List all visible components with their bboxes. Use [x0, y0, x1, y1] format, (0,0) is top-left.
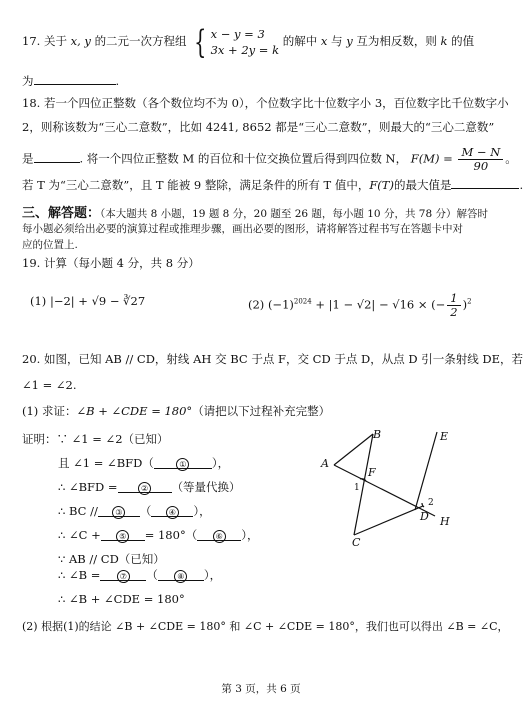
ray-ah: [334, 465, 435, 516]
segment-ab: [334, 434, 373, 465]
blank-marker-3: ③: [112, 506, 125, 519]
q18-line3: [22, 146, 517, 173]
q19-title: 19. 计算（每小题 4 分，共 8 分）: [22, 256, 200, 270]
proof-text: ），: [211, 456, 230, 470]
proof-blank[interactable]: [158, 568, 204, 581]
proof-line5: ∵ AB // CD（已知）: [58, 552, 165, 566]
section-heading: 三、解答题：: [22, 206, 101, 221]
q19-part2-text: (2) (−1): [248, 297, 294, 312]
q19-part2: [248, 292, 472, 319]
proof-text: = 180°（: [144, 528, 198, 542]
q18-text: 是: [22, 151, 34, 166]
proof-text: ），: [203, 568, 222, 582]
proof-blank[interactable]: [151, 504, 193, 517]
exponent: 2: [467, 297, 472, 306]
proof-blank[interactable]: [118, 480, 172, 493]
label-d: D: [420, 510, 429, 523]
proof-line1: [58, 456, 229, 470]
q19-part2-text: + |1 − √2| − √16 × (−: [311, 297, 446, 312]
q20-text: （请把以下过程补充完整）: [192, 404, 331, 418]
blank-marker-7: ⑦: [117, 570, 130, 583]
formula-fm: F(M) =: [410, 151, 453, 166]
proof-line2: [58, 480, 241, 494]
q17-vars: x, y: [70, 34, 91, 48]
proof-text: （等量代换）: [171, 480, 241, 494]
fraction-denominator: 2: [450, 305, 458, 319]
proof-text: ∴ BC //: [58, 504, 98, 518]
q17-text: 与: [331, 34, 343, 48]
blank-marker-4: ④: [166, 506, 179, 519]
q17-var-k: k: [440, 34, 448, 48]
label-a: A: [321, 457, 329, 470]
page-footer: 第 3 页，共 6 页: [221, 683, 301, 695]
label-f: F: [368, 466, 376, 479]
label-angle-2: 2: [428, 498, 434, 508]
q17-var-y: y: [346, 34, 353, 48]
blank-marker-5: ⑤: [116, 530, 129, 543]
fraction-numerator: M − N: [458, 146, 503, 160]
exponent: 2024: [293, 297, 312, 306]
equation-1: x − y = 3: [210, 27, 265, 41]
proof-text: （: [146, 568, 158, 582]
label-b: B: [373, 428, 382, 441]
q20-sub2: (2) 根据(1)的结论 ∠B + ∠CDE = 180° 和 ∠C + ∠CDE = 180°，我们也可以得出 ∠B = ∠C，: [22, 620, 509, 633]
label-h: H: [440, 515, 450, 528]
section-instructions: （本大题共 8 小题，19 题 8 分，20 题至 26 题，每小题 10 分，共 78 分）解答时: [100, 208, 488, 220]
system-brace: {: [194, 23, 207, 61]
proof-text: ∴ ∠BFD =: [58, 480, 118, 494]
q18-line2: 2，则称该数为“三心二意数”，比如 4241, 8652 都是“三心二意数”，则最大的“三心二意数”: [22, 120, 495, 134]
q17-text: 的二元一次方程组: [94, 34, 187, 48]
q20-line1: 20. 如图，已知 AB // CD，射线 AH 交 BC 于点 F，交 CD 于点 D，从点 D 引一条射线 DE，若: [22, 352, 523, 366]
proof-line3: [58, 504, 211, 518]
q18-text: 。: [505, 151, 517, 166]
fraction-numerator: 1: [447, 292, 460, 306]
blank-marker-8: ⑧: [174, 570, 187, 583]
q17-text: 互为相反数，则: [356, 34, 437, 48]
q17-text: 为: [22, 74, 34, 88]
label-c: C: [352, 536, 361, 549]
q17-var-x: x: [320, 34, 328, 48]
section-3-line1: [22, 206, 488, 221]
fraction: [458, 146, 503, 173]
proof-text: ∴ ∠B =: [58, 568, 101, 582]
equation-2: 3x + 2y = k: [210, 43, 280, 57]
q19-part2-text: ): [462, 297, 468, 312]
answer-blank[interactable]: [34, 150, 80, 163]
fraction-denominator: 90: [473, 159, 489, 173]
q17-line2: [22, 72, 119, 88]
q20-text: (1) 求证：: [22, 404, 77, 418]
q18-line4: [22, 176, 523, 192]
q20-line2: ∠1 = ∠2.: [22, 378, 77, 392]
proof-line6: [58, 568, 221, 582]
geometry-figure: [320, 430, 470, 550]
proof-blank[interactable]: [101, 528, 145, 541]
label-angle-1: 1: [354, 483, 360, 493]
segment-cd: [354, 506, 423, 535]
label-e: E: [440, 430, 449, 443]
q20-sub1: [22, 404, 330, 418]
q17-line1: [22, 23, 475, 61]
proof-line7: ∴ ∠B + ∠CDE = 180°: [58, 592, 185, 606]
q19-part1: (1) |−2| + √9 − ∛27: [30, 294, 146, 308]
proof-text: 且 ∠1 = ∠BFD（: [58, 456, 154, 470]
q18-text: . 将一个四位正整数 M 的百位和十位交换位置后得到四位数 N，: [79, 151, 408, 166]
proof-blank[interactable]: [98, 504, 140, 517]
proof-text: ），: [193, 504, 211, 518]
q18-line1: 18. 若一个四位正整数（各个数位均不为 0），个位数字比十位数字小 3，百位数字比千位数字小: [22, 96, 509, 110]
proof-text: ），: [241, 528, 259, 542]
q17-text: .: [115, 74, 120, 88]
q18-text: .: [519, 178, 523, 192]
fraction: [447, 292, 460, 319]
answer-blank[interactable]: [451, 176, 519, 189]
proof-blank[interactable]: [154, 456, 212, 469]
q18-text: 若 T 为“三心二意数”，且 T 能被 9 整除，满足条件的所有 T 值中，: [22, 178, 370, 192]
proof-blank[interactable]: [197, 528, 241, 541]
proof-line4: [58, 528, 258, 542]
formula-ft: F(T): [369, 178, 394, 192]
q17-text: 的值: [451, 34, 475, 48]
blank-marker-2: ②: [138, 482, 151, 495]
blank-marker-1: ①: [176, 458, 189, 471]
section-3-line3: 应的位置上.: [22, 239, 78, 251]
answer-blank[interactable]: [34, 72, 116, 85]
proof-text: （: [139, 504, 152, 518]
proof-text: ∴ ∠C +: [58, 528, 101, 542]
q20-claim: ∠B + ∠CDE = 180°: [76, 404, 193, 418]
q18-text: 的最大值是: [393, 178, 452, 192]
equation-system: [211, 26, 279, 58]
q17-text: 17. 关于: [22, 34, 67, 48]
proof-blank[interactable]: [100, 568, 146, 581]
blank-marker-6: ⑥: [213, 530, 226, 543]
q17-text: 的解中: [282, 34, 318, 48]
proof-line0: 证明：∵ ∠1 = ∠2（已知）: [22, 432, 169, 446]
section-3-line2: 每小题必须给出必要的演算过程或推理步骤，画出必要的图形，请将解答过程书写在答题卡中对: [22, 223, 463, 235]
